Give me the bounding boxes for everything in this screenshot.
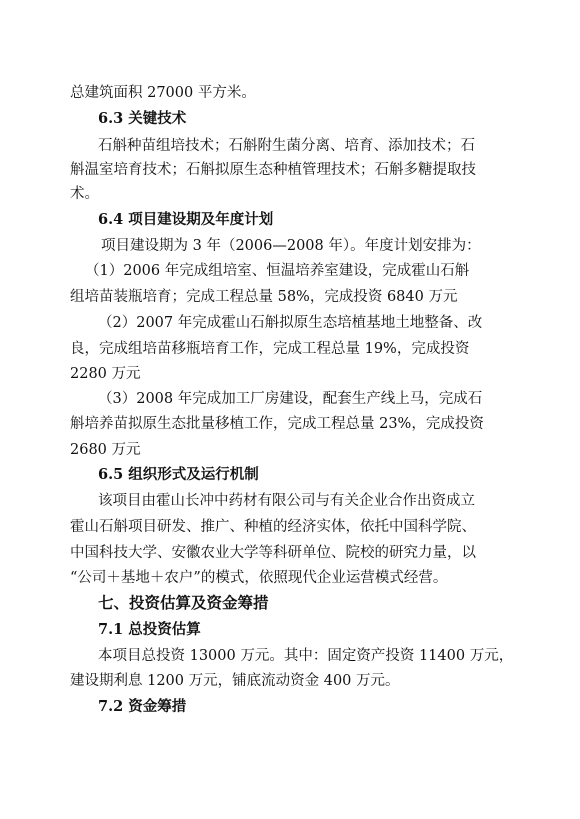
text-line: 2680 万元 (70, 442, 141, 458)
text-line: 总建筑面积 27000 平方米。 (70, 85, 256, 101)
text-line: 组培苗装瓶培育；完成工程总量 58%，完成投资 6840 万元 (70, 289, 458, 305)
text-line: 建设期利息 1200 万元，铺底流动资金 400 万元。 (70, 673, 400, 689)
text-line: 中国科技大学、安徽农业大学等科研单位、院校的研究力量，以 (70, 545, 476, 561)
text-line: 项目建设期为 3 年（2006—2008 年）。年度计划安排为： (101, 238, 481, 254)
text-line: （2）2007 年完成霍山石斛拟原生态培植基地土地整备、改 (98, 315, 483, 331)
text-line: 术。 (70, 186, 99, 202)
text-line: “公司＋基地＋农户”的模式，依照现代企业运营模式经营。 (70, 570, 448, 586)
text-line: 良，完成组培苗移瓶培育工作，完成工程总量 19%，完成投资 (70, 341, 470, 357)
section-heading-7-1: 7.1 总投资估算 (98, 621, 201, 638)
text-line: 该项目由霍山长冲中药材有限公司与有关企业合作出资成立 (98, 493, 475, 509)
text-line: 霍山石斛项目研发、推广、种植的经济实体，依托中国科学院、 (70, 519, 476, 535)
chapter-heading-7: 七、投资估算及资金筹措 (98, 593, 269, 612)
text-line: 石斛种苗组培技术；石斛附生菌分离、培育、添加技术；石 (98, 138, 475, 154)
text-line: 本项目总投资 13000 万元。其中：固定资产投资 11400 万元， (98, 648, 514, 664)
section-heading-6-3: 6.3 关键技术 (98, 110, 187, 127)
section-heading-7-2: 7.2 资金筹措 (98, 698, 187, 715)
text-line: （1）2006 年完成组培室、恒温培养室建设，完成霍山石斛 (85, 263, 470, 279)
section-heading-6-4: 6.4 项目建设期及年度计划 (98, 211, 274, 228)
section-heading-6-5: 6.5 组织形式及运行机制 (98, 466, 259, 483)
text-line: 2280 万元 (70, 366, 141, 382)
text-line: 斛培养苗拟原生态批量移植工作，完成工程总量 23%，完成投资 (70, 416, 484, 432)
text-line: （3）2008 年完成加工厂房建设，配套生产线上马，完成石 (98, 391, 483, 407)
text-line: 斛温室培育技术；石斛拟原生态种植管理技术；石斛多糖提取技 (70, 162, 476, 178)
